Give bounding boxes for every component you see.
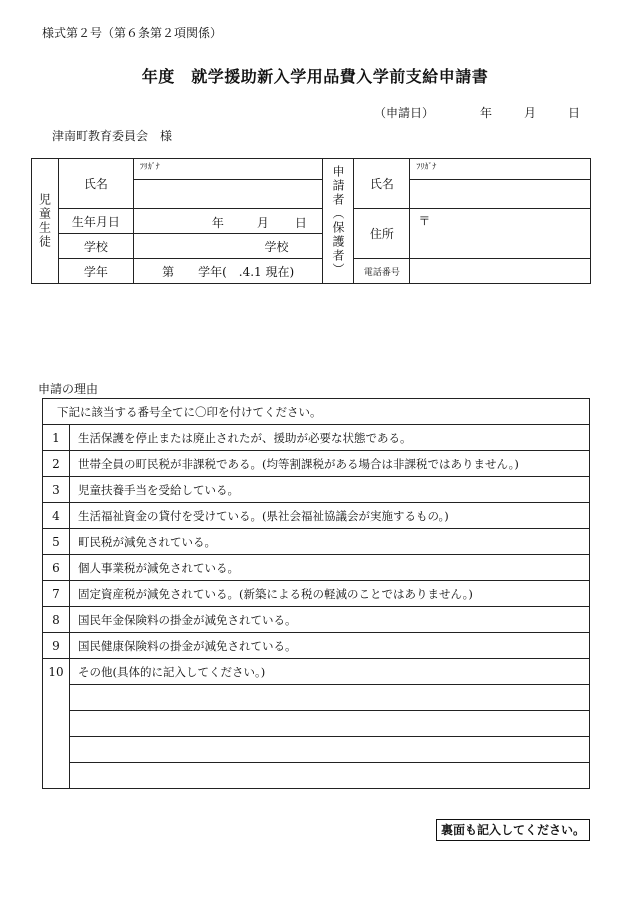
student-furigana-field[interactable] [133,159,323,180]
student-applicant-table [31,158,591,284]
reason-number[interactable]: 9 [43,633,70,659]
birth-day-label: 日 [294,216,307,230]
applicant-furigana-label: ﾌﾘｶﾞﾅ [416,162,437,171]
application-day: 日 [568,106,581,120]
reason-row[interactable] [43,555,590,581]
reason-text: 生活福祉資金の貸付を受けている。(県社会福祉協議会が実施するもの。) [70,503,590,529]
reason-row[interactable] [43,529,590,555]
reason-number[interactable]: 5 [43,529,70,555]
other-reason-line[interactable] [70,711,590,737]
student-birthdate-label: 生年月日 [58,209,133,234]
applicant-phone-label: 電話番号 [354,259,410,284]
student-birthdate-field[interactable] [133,209,323,234]
student-grade-label: 学年 [58,259,133,284]
student-school-label: 学校 [58,234,133,259]
reason-row[interactable] [43,659,590,685]
back-side-note: 裏面も記入してください。 [436,819,590,841]
reason-row[interactable] [43,581,590,607]
page-title: 年度 就学援助新入学用品費入学前支給申請書 [141,67,489,86]
student-school-field[interactable] [133,234,323,259]
reason-text: 生活保護を停止または廃止されたが、援助が必要な状態である。 [70,425,590,451]
reason-number[interactable]: 2 [43,451,70,477]
reasons-section-title: 申請の理由 [38,382,99,396]
reason-text: 固定資産税が減免されている。(新築による税の軽減のことではありません。) [70,581,590,607]
reason-text: その他(具体的に記入してください。) [70,659,590,685]
student-grade-field[interactable]: 第 学年( .4.1 現在) [133,259,323,284]
reason-number[interactable]: 3 [43,477,70,503]
reasons-table [42,398,590,789]
reason-number[interactable]: 1 [43,425,70,451]
applicant-phone-field[interactable] [410,259,591,284]
student-name-label: 氏名 [58,159,133,209]
applicant-group-label: 申請者（保護者） [323,159,354,284]
student-furigana-label: ﾌﾘｶﾞﾅ [139,162,160,171]
birth-year-label: 年 [211,216,224,230]
reason-text: 町民税が減免されている。 [70,529,590,555]
reason-row[interactable] [43,451,590,477]
birth-month-label: 月 [256,216,269,230]
school-suffix: 学校 [264,239,289,254]
reason-row[interactable] [43,633,590,659]
reasons-instruction: 下記に該当する番号全てに〇印を付けてください。 [43,399,590,425]
applicant-furigana-field[interactable] [410,159,591,180]
reason-number[interactable]: 6 [43,555,70,581]
other-reason-line[interactable] [70,737,590,763]
other-reason-line[interactable] [70,685,590,711]
reason-text: 児童扶養手当を受給している。 [70,477,590,503]
other-reason-line[interactable] [70,763,590,789]
reason-row[interactable] [43,425,590,451]
reason-number[interactable]: 10 [43,659,70,789]
reason-text: 個人事業税が減免されている。 [70,555,590,581]
student-name-field[interactable] [133,180,323,209]
application-date-label: （申請日） [374,106,435,120]
reason-number[interactable]: 8 [43,607,70,633]
student-group-label: 児童生徒 [32,159,59,284]
postal-mark: 〒 [418,214,431,228]
applicant-name-label: 氏名 [354,159,410,209]
addressee: 津南町教育委員会 様 [52,129,173,143]
application-month: 月 [524,106,537,120]
reason-row[interactable] [43,503,590,529]
applicant-address-label: 住所 [354,209,410,259]
reason-text: 世帯全員の町民税が非課税である。(均等割課税がある場合は非課税ではありません。) [70,451,590,477]
reason-text: 国民年金保険料の掛金が減免されている。 [70,607,590,633]
applicant-address-field[interactable] [410,209,591,259]
applicant-name-field[interactable] [410,180,591,209]
application-year: 年 [480,106,493,120]
reason-number[interactable]: 7 [43,581,70,607]
reason-number[interactable]: 4 [43,503,70,529]
form-number: 様式第２号（第６条第２項関係） [42,26,223,40]
reason-row[interactable] [43,607,590,633]
reason-row[interactable] [43,477,590,503]
reason-text: 国民健康保険料の掛金が減免されている。 [70,633,590,659]
